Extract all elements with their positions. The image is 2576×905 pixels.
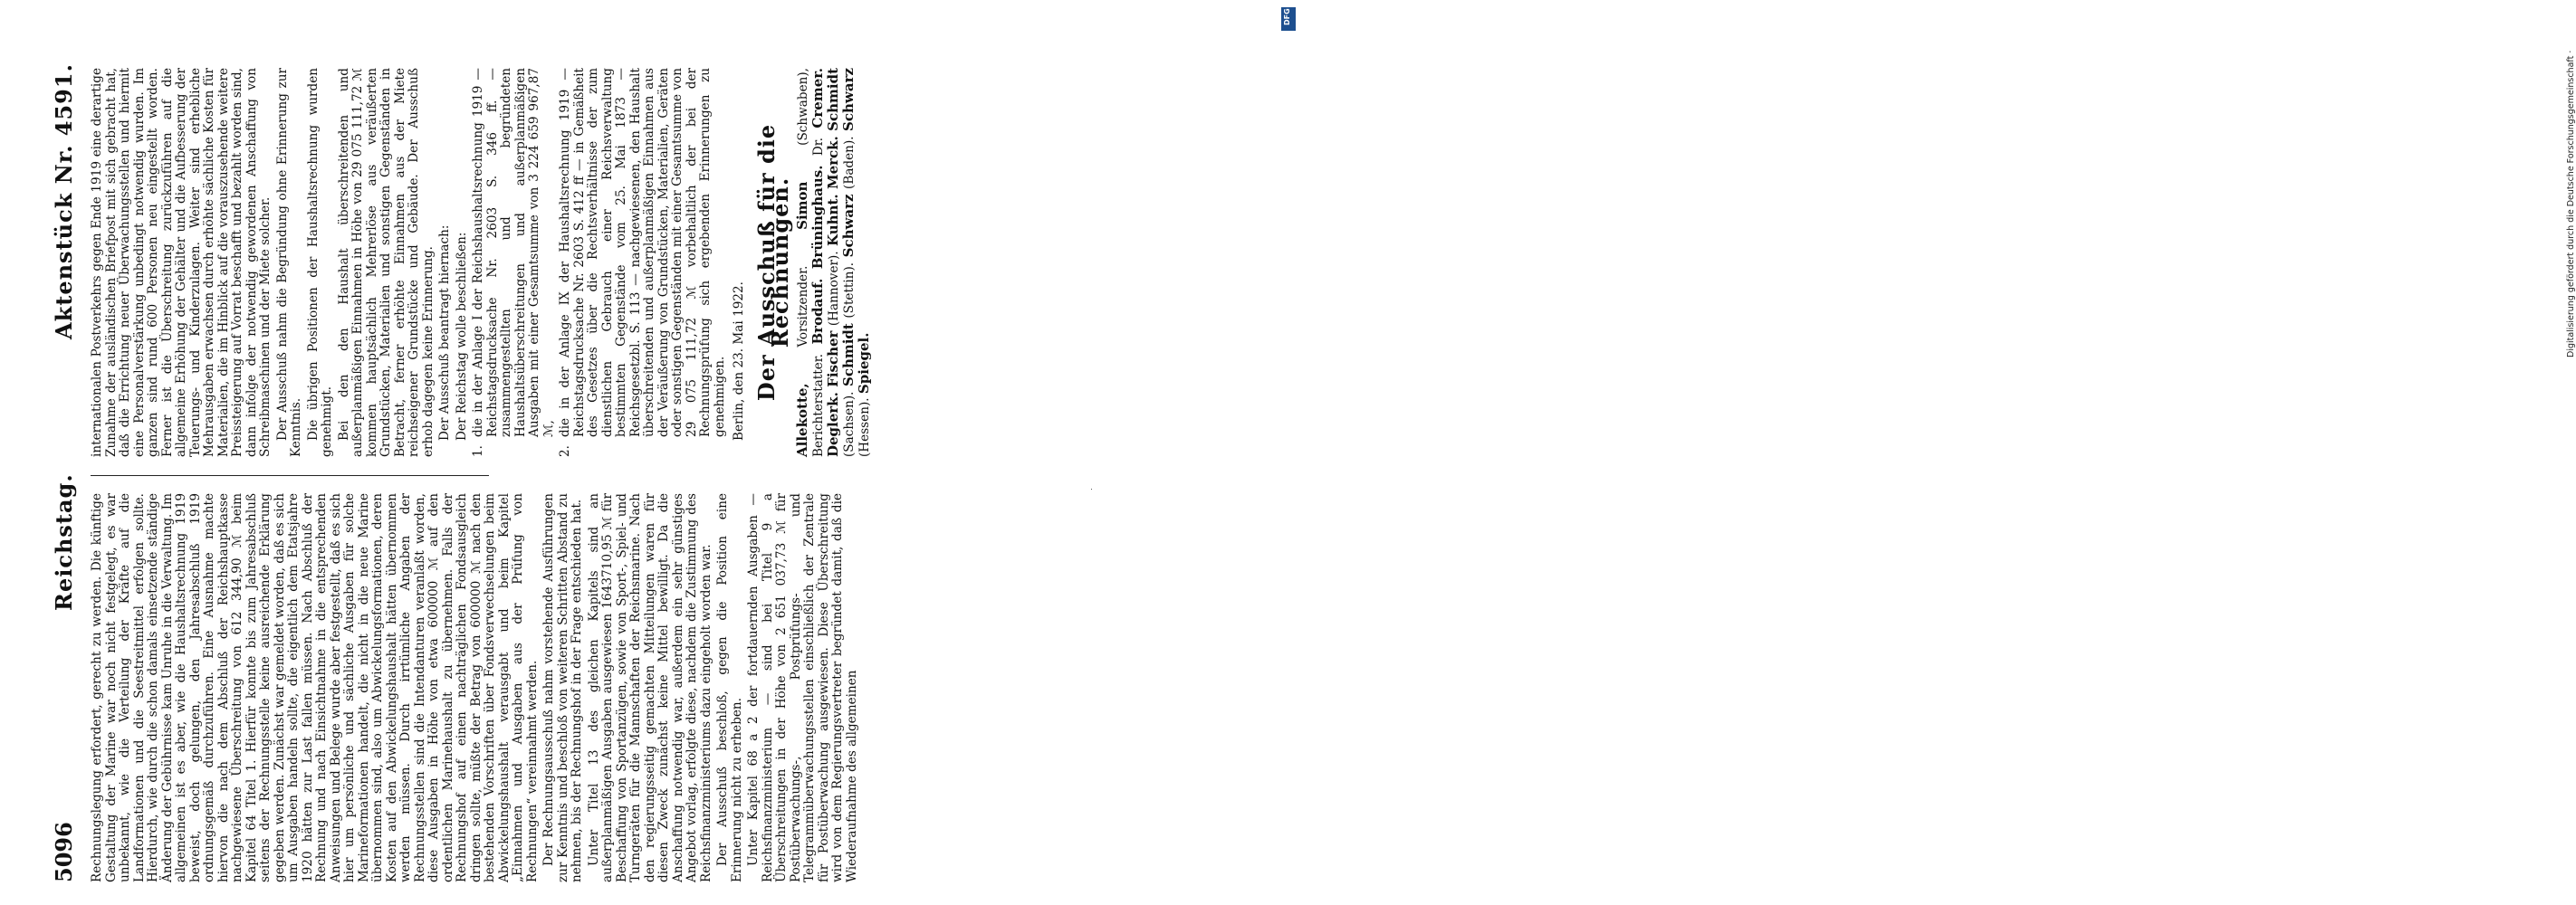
paragraph: Der Ausschuß beantragt hiernach: — [437, 224, 452, 441]
place-date: Berlin, den 23. Mai 1922. — [732, 281, 746, 441]
member-name: Cremer. — [809, 68, 826, 129]
paragraph: Der Rechnungsausschuß nahm vorstehende Ausführungen zur Kenntnis und beschloß von weiteren Schritten Abstand zu nehmen, bis der Rechnungshof in der Frage entschieden hat. — [541, 493, 584, 882]
member-note: (Hannover). — [826, 245, 841, 331]
header-left-title: Reichstag. — [51, 473, 77, 611]
paragraph: internationalen Postverkehrs gegen Ende 1919 eine derartige Zunahme der ausländischen Briefpost mit sich gebracht hat, daß die Errichtung neuer Überwachungsstellen und hiermit eine Personalverstärkung unbedingt notwendig wurden. Im ganzen sind rund 600 Personen neu eingestellt worden. Ferner ist die Überschreitung zurückzuführen auf die allgemeine Erhöhung der Gehälter und die Aufbesserung der Teuerungs- und Kinderzulagen. Weiter sind erhebliche Mehrausgaben erwachsen durch erhöhte sächliche Kosten für Materialien, die im Hinblick auf die vorauszusehende weitere Preissteigerung auf Vorrat beschafft und bezahlt worden sind, dann infolge der notwendig gewordenen Anschaffung von Schreibmaschinen und der Miete solcher. — [90, 68, 273, 457]
paragraph: Der Reichstag wolle beschließen: — [454, 232, 469, 441]
separator — [1091, 489, 1092, 490]
header-right-title: Aktenstück Nr. 4591. — [51, 63, 77, 339]
paragraph: Der Ausschuß beschloß, gegen die Position eine Erinnerung nicht zu erheben. — [715, 493, 744, 882]
right-column — [91, 68, 872, 457]
member-note: (Baden). — [841, 130, 857, 195]
member-name: Schwarz — [839, 68, 857, 131]
paragraph: Unter Kapitel 68 a 2 der fortdauernden Ausgaben — Reichsfinanzministerium — sind bei Titel 9 a Überschreitungen in der Höhe von 2 651 037,73 ℳ für Postüberwachungs-, Postprüfungs- und Telegrammüberwachungsstellen einschließlich der Zentrale für Postüberwachung ausgewiesen. Diese Überschreitung wird von dem Regierungsvertreter begründet damit, daß die Wiederaufnahme des allgemeinen — [746, 493, 859, 882]
committee-members — [795, 68, 872, 457]
member-name: Simon — [793, 181, 810, 230]
resolution-number: 2. — [558, 445, 572, 457]
page-header — [45, 23, 81, 882]
member-name: Schwarz — [839, 194, 857, 258]
paragraph: Bei den den Haushalt überschreitenden und außerplanmäßigen Einnahmen in Höhe von 29 075 111,72 ℳ kommen hauptsächlich Mehrerlöse aus veräußerten Grundstücken, Materialien und sonstigen Gegenständen in Betracht, ferner erhöhte Einnahmen aus der Miete reichseigener Grundstücke und Gebäude. Der Ausschuß erhob dagegen keine Erinnerung. — [336, 68, 436, 457]
member-name: Allekotte, — [793, 383, 810, 457]
column-divider — [91, 475, 489, 476]
member-note: Dr. — [810, 128, 826, 166]
resolution-item — [472, 68, 556, 457]
paragraph: Rechnungslegung erfordert, gerecht zu werden. Die künftige Gestaltung der Marine war noch nicht festgelegt, es war unbekannt, wie die Verteilung der Kräfte auf die Landformationen und die Seestreitmittel erfolgen sollte. Hierdurch, wie durch die schon damals einsetzende ständige Änderung der Gebührnisse kam Unruhe in die Verwaltung. Im allgemeinen ist es aber, wie die Haushaltsrechnung 1919 beweist, doch gelungen, den Jahresabschluß 1919 ordnungsgemäß durchzuführen. Eine Ausnahme machte hiervon die nach dem Abschluß der Reichshauptkasse nachgewiesene Überschreitung von 612 344,90 ℳ beim Kapitel 64 Titel 1. Hierfür konnte bis zum Jahresabschluß seitens der Rechnungsstelle keine ausreichende Erklärung gegeben werden. Zunächst war gemeldet worden, daß es sich um Ausgaben handeln sollte, die eigentlich dem Etatsjahre 1920 hätten zur Last fallen müssen. Nach Abschluß der Rechnung und nach Einsichtnahme in die entsprechenden Anweisungen und Belege wurde aber festgestellt, daß es sich hier um persönliche und sächliche Ausgaben für solche Marineformationen handelt, die nicht in die neue Marine übernommen sind, also um Abwickelungsformationen, deren Kosten auf den Abwickelungshaushalt hätten übernommen werden müssen. Durch irrtümliche Angaben der Rechnungsstellen sind die Intendanturen veranlaßt worden, diese Ausgaben in Höhe von etwa 600000 ℳ auf den ordentlichen Marinehaushalt zu übernehmen. Falls der Rechnungshof auf einen nachträglichen Fondsausgleich dringen sollte, müßte der Betrag von 600000 ℳ nach den bestehenden Vorschriften über Fondsverwechselungen beim Abwickelungshaushalt verausgabt und beim Kapitel „Einnahmen und Ausgaben aus der Prüfung von Rechnungen“ vereinnahmt werden. — [90, 493, 540, 882]
paragraph: Der Ausschuß nahm die Begründung ohne Erinnerung zur Kenntnis. — [274, 68, 303, 457]
member-name: Schmidt — [839, 323, 857, 387]
rotated-page-content — [45, 23, 1050, 882]
member-name: Brüninghaus. — [809, 165, 826, 270]
member-name: Deglerk. — [824, 392, 841, 457]
paragraph: Die übrigen Positionen der Haushaltsrechnung wurden genehmigt. — [305, 68, 334, 457]
resolution-text: die in der Anlage IX der Haushaltsrechnung 1919 — Reichstagsdrucksache Nr. 2603 S. 412 ff — in Gemäßheit des Gesetzes über die Rechtsverhältnisse der zum dienstlichen Gebrauch einer Reichsverwaltung bestimmten Gegenstände vom 25. Mai 1873 — Reichsgesetzbl. S. 113 — nachgewiesenen, den Haushalt überschreitenden und außerplanmäßigen Einnahmen aus der Veräußerung von Grundstücken, Materialien, Geräten oder sonstigen Gegenständen mit einer Gesamtsumme von 29 075 111,72 ℳ vorbehaltlich der bei der Rechnungsprüfung sich ergebenden Erinnerungen zu genehmigen. — [558, 68, 727, 437]
page-number: 5096 — [51, 822, 77, 882]
member-note — [811, 269, 826, 278]
margin-note-strip — [1278, 0, 2576, 905]
member-note: (Schwaben), Berichterstatter. — [795, 68, 826, 457]
member-note — [827, 189, 841, 194]
paragraph: Unter Titel 13 des gleichen Kapitels sind an außerplanmäßigen Ausgaben ausgewiesen 1643710,95 ℳ für Beschaffung von Sportanzügen, sowie von Sport-, Spiel- und Turngeräten für die Mannschaften der Reichsmarine. Nach den regierungsseitig gemachten Mitteilungen waren für diesen Zweck zunächst keine Mittel bewilligt. Da die Anschaffung notwendig war, außerdem ein sehr günstiges Angebot vorlag, erfolgte diese, nachdem die Zustimmung des Reichsfinanzministeriums dazu eingeholt worden war. — [586, 493, 713, 882]
resolution-text: die in der Anlage I der Reichshaushaltsrechnung 1919 — Reichstagsdrucksache Nr. 2603 S. 346 ff. — zusammengestellten und begründeten Haushaltsüberschreitungen und außerplanmäßigen Ausgaben mit einer Gesamtsumme von 3 224 659 967,87 ℳ, — [471, 68, 556, 437]
resolution-item — [559, 68, 727, 457]
member-note: (Stettin). — [841, 257, 857, 324]
member-name: Merck. — [824, 136, 841, 190]
member-name: Spiegel. — [855, 332, 872, 395]
member-note: Vorsitzender. — [795, 229, 810, 384]
left-column — [91, 493, 862, 882]
logo-text: DFG — [1283, 8, 1291, 25]
member-note: (Hessen). — [857, 394, 872, 457]
member-name: Brodauf. — [809, 278, 826, 345]
committee-title: Der Ausschuß für die Rechnungen. — [752, 123, 793, 402]
member-note: (Sachsen). — [841, 386, 857, 457]
member-note — [827, 387, 841, 392]
resolution-number: 1. — [471, 445, 485, 457]
margin-note: Digitalisierung gefördert durch die Deutsche Forschungsgemeinschaft · — [2566, 50, 2576, 357]
member-name: Kuhnt. — [824, 194, 841, 246]
member-note — [827, 131, 841, 136]
member-name: Fischer — [824, 330, 841, 387]
member-name: Schmidt — [824, 67, 841, 131]
